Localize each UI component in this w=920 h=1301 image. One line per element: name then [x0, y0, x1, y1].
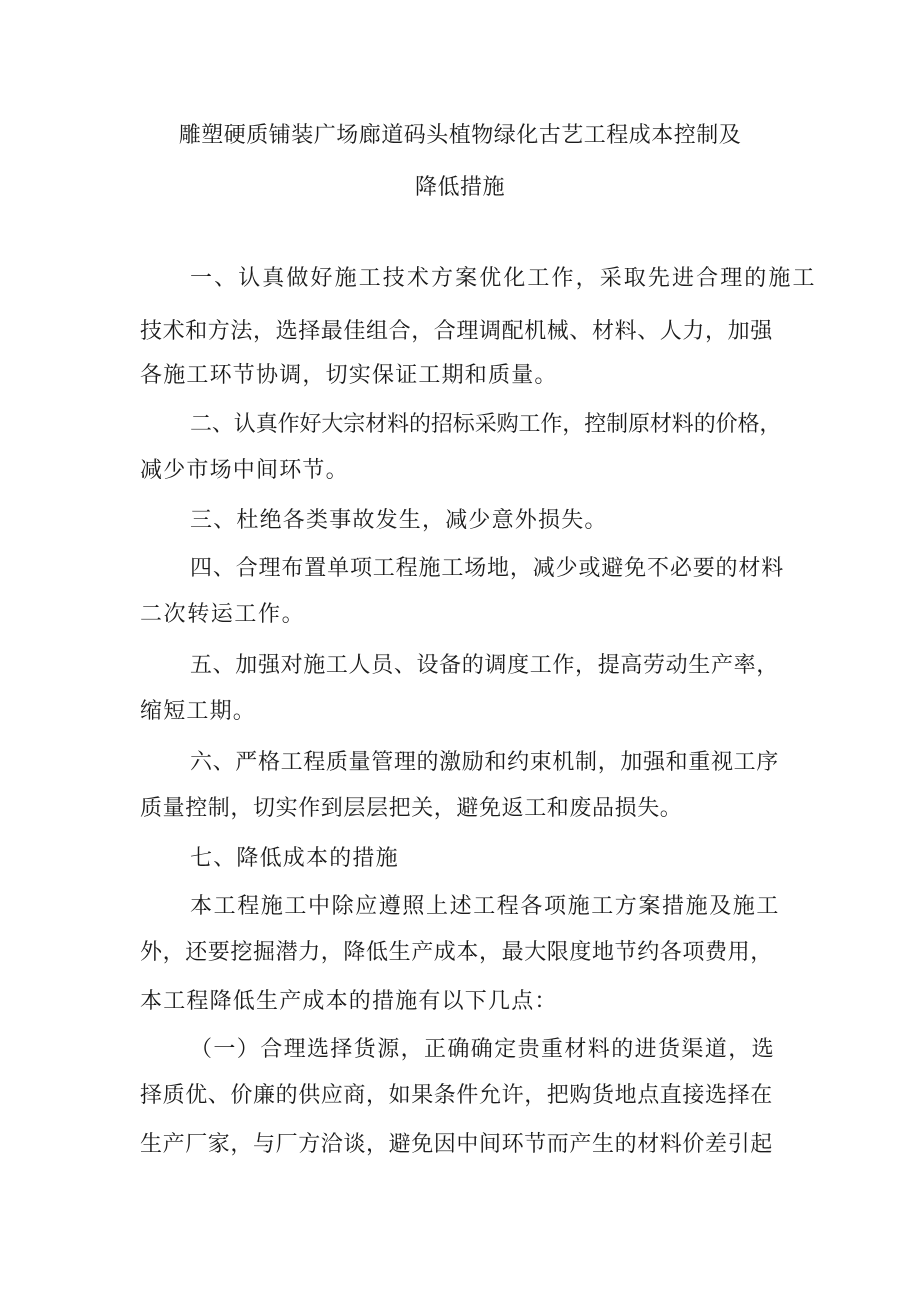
paragraph-1-line-1: 一、认真做好施工技术方案优化工作，采取先进合理的施工	[190, 266, 817, 291]
paragraph-9-line-1: （一）合理选择货源，正确确定贵重材料的进货渠道，选	[190, 1037, 776, 1062]
title-line-2: 降低措施	[414, 175, 505, 200]
paragraph-5-line-2: 缩短工期。	[140, 699, 257, 724]
paragraph-5-line-1: 五、加强对施工人员、设备的调度工作，提高劳动生产率，	[190, 653, 779, 678]
paragraph-7-heading: 七、降低成本的措施	[190, 846, 399, 871]
paragraph-8-line-2: 外，还要挖掘潜力，降低生产成本，最大限度地节约各项费用，	[140, 940, 773, 965]
paragraph-2-line-2: 减少市场中间环节。	[140, 458, 349, 483]
paragraph-1-line-2: 技术和方法，选择最佳组合，合理调配机械、材料、人力，加强	[140, 319, 773, 344]
paragraph-3-line-1: 三、杜绝各类事故发生，减少意外损失。	[190, 508, 608, 533]
title-line-1: 雕塑硬质铺装广场廊道码头植物绿化古艺工程成本控制及	[178, 123, 742, 148]
paragraph-4-line-2: 二次转运工作。	[140, 602, 306, 627]
paragraph-8-line-1: 本工程施工中除应遵照上述工程各项施工方案措施及施工	[190, 894, 781, 919]
paragraph-9-line-3: 生产厂家，与厂方洽谈，避免因中间环节而产生的材料价差引起	[140, 1132, 773, 1157]
paragraph-2-line-1: 二、认真作好大宗材料的招标采购工作，控制原材料的价格，	[190, 412, 782, 437]
paragraph-6-line-1: 六、严格工程质量管理的激励和约束机制，加强和重视工序	[190, 750, 779, 775]
paragraph-6-line-2: 质量控制，切实作到层层把关，避免返工和废品损失。	[140, 796, 683, 821]
paragraph-4-line-1: 四、合理布置单项工程施工场地，减少或避免不必要的材料	[190, 556, 785, 581]
paragraph-8-line-3: 本工程降低生产成本的措施有以下几点：	[140, 989, 558, 1014]
paragraph-9-line-2: 择质优、价廉的供应商，如果条件允许，把购货地点直接选择在	[140, 1083, 773, 1108]
paragraph-1-line-3: 各施工环节协调，切实保证工期和质量。	[140, 363, 558, 388]
